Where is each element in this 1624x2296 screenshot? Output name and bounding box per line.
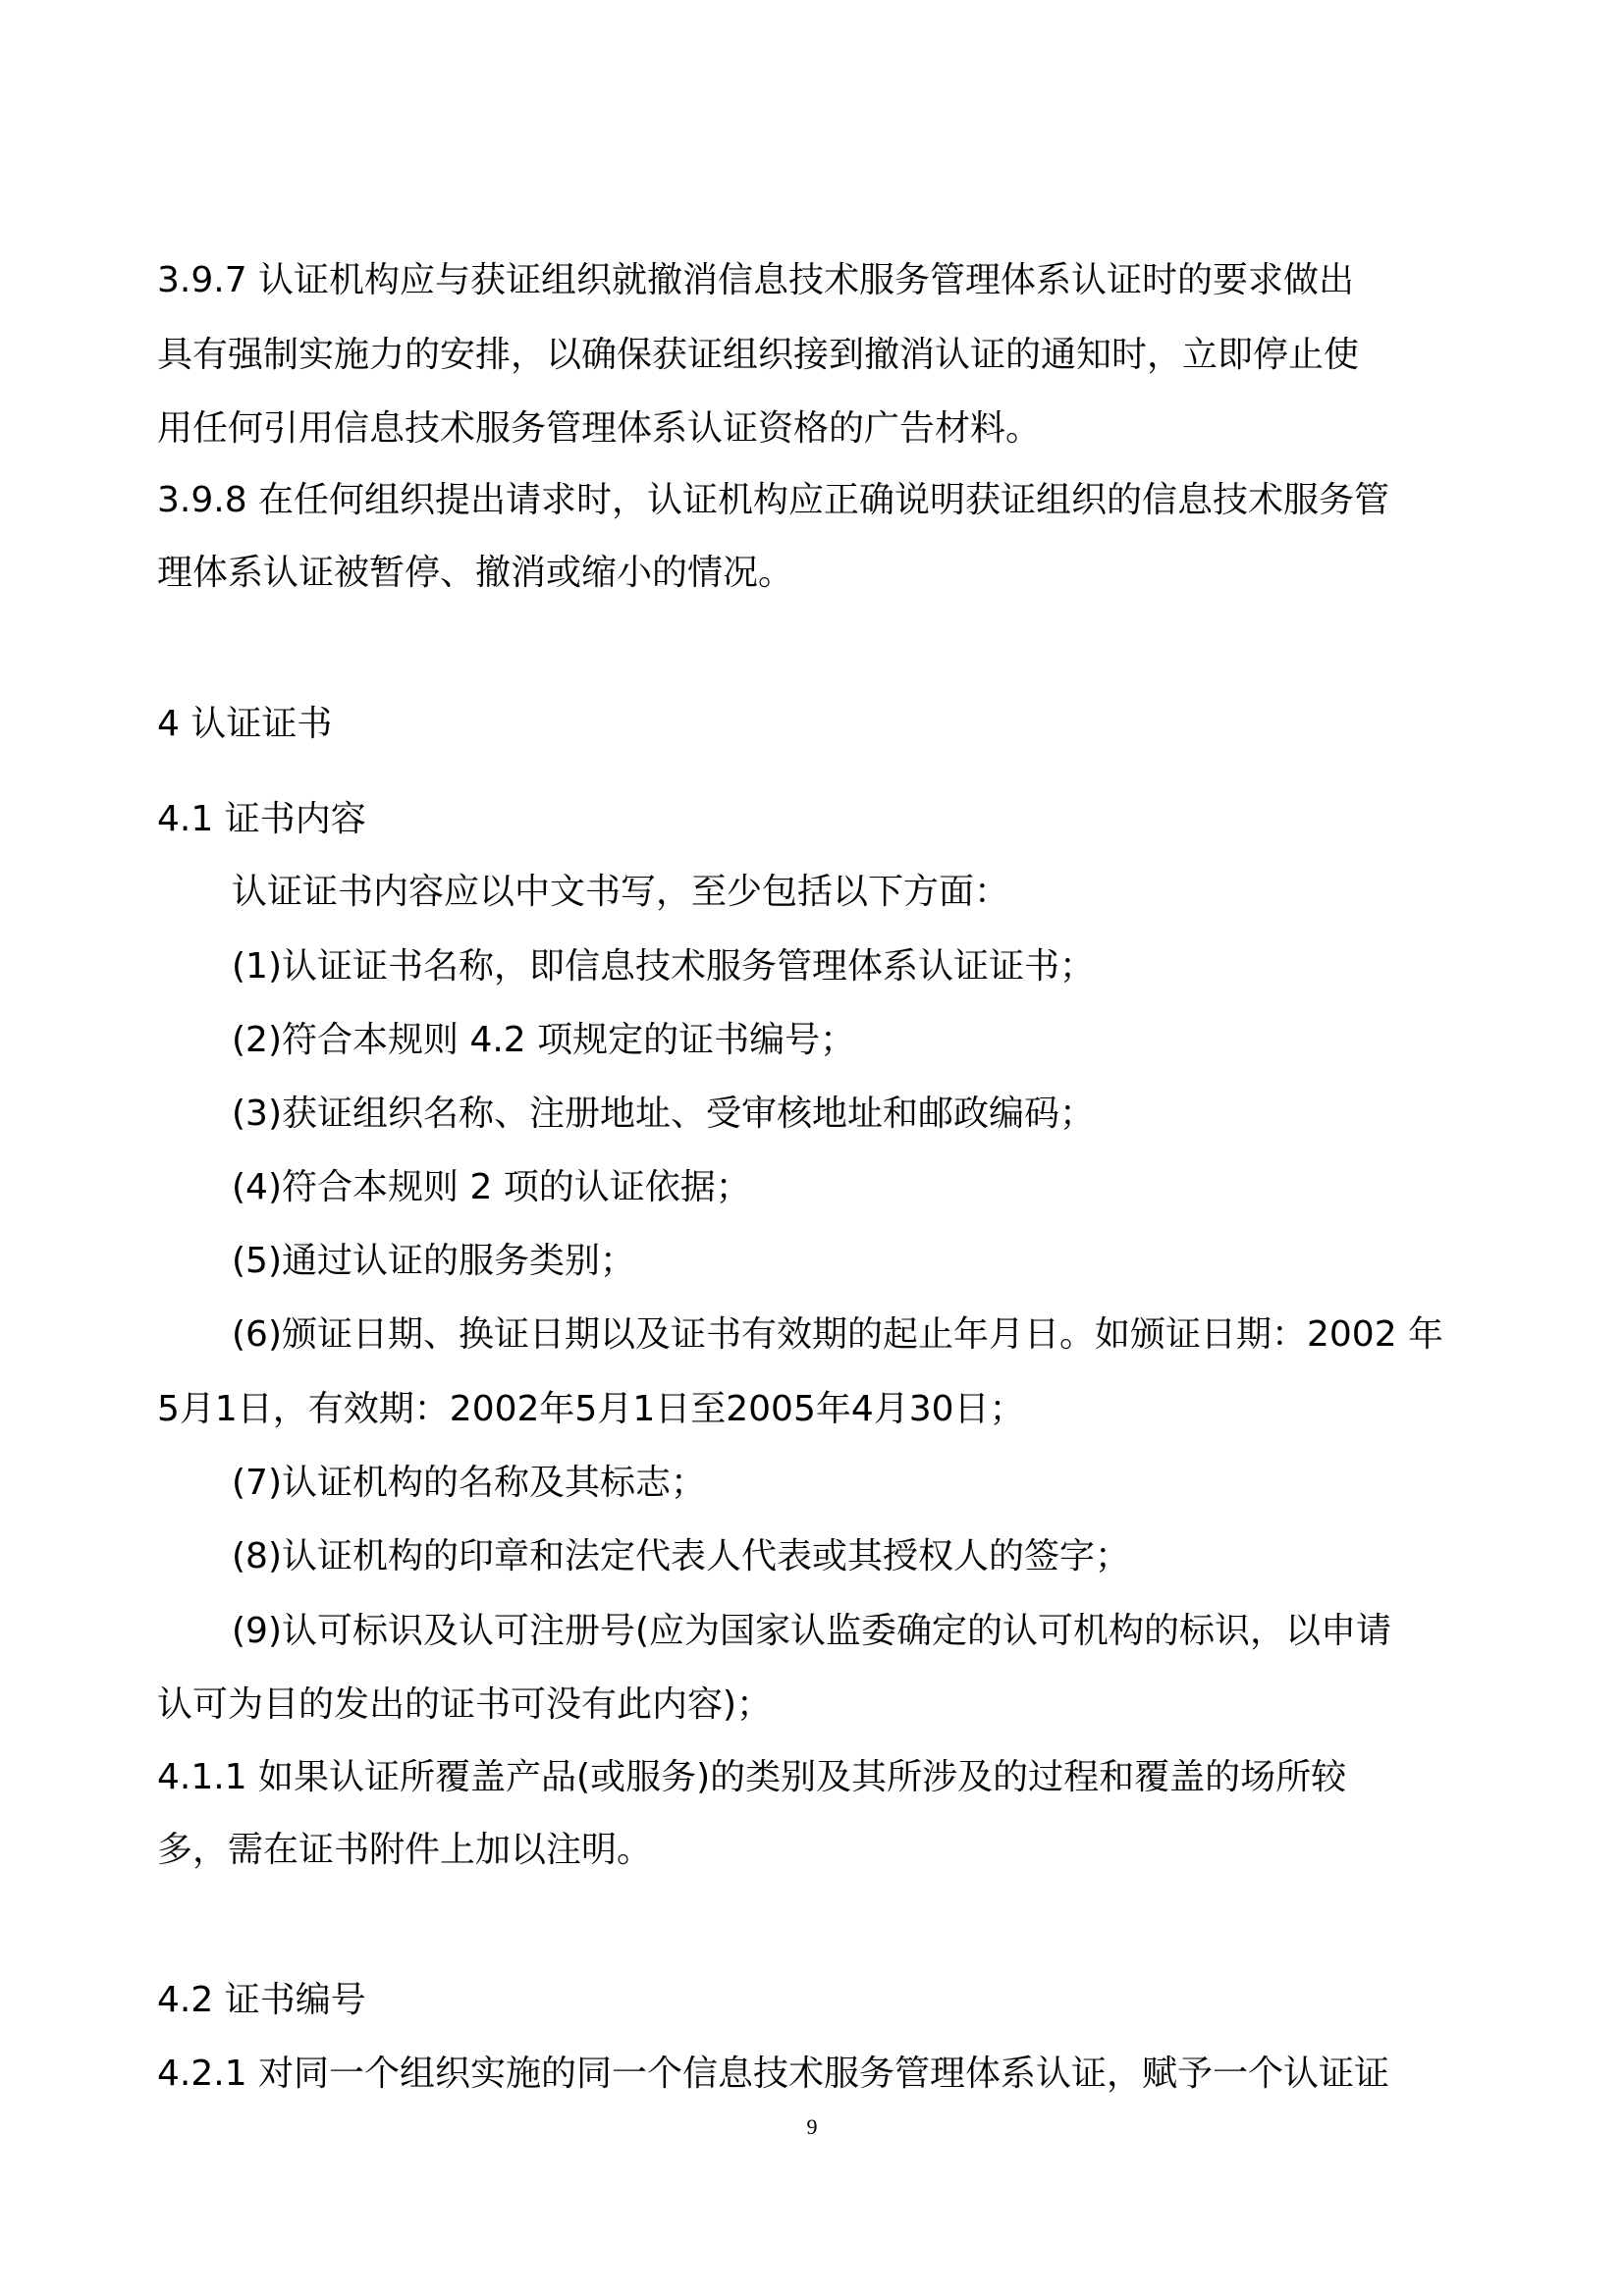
list-item-7: (7)认证机构的名称及其标志； [232,1463,706,1503]
list-item-3: (3)获证组织名称、注册地址、受审核地址和邮政编码； [232,1094,1095,1134]
list-item-9-line-1: (9)认可标识及认可注册号(应为国家认监委确定的认可机构的标识，以申请 [232,1611,1392,1651]
clause-3-9-7-line-3: 用任何引用信息技术服务管理体系认证资格的广告材料。 [157,408,1042,449]
list-item-6-line-1: (6)颁证日期、换证日期以及证书有效期的起止年月日。如颁证日期：2002 年 [232,1314,1444,1355]
clause-3-9-7-line-1: 3.9.7 认证机构应与获证组织就撤消信息技术服务管理体系认证时的要求做出 [157,260,1355,300]
list-item-9-line-2: 认可为目的发出的证书可没有此内容)； [157,1684,773,1725]
clause-4-2-1-line-1: 4.2.1 对同一个组织实施的同一个信息技术服务管理体系认证，赋予一个认证证 [157,2054,1390,2094]
section-4-2-heading: 4.2 证书编号 [157,1980,366,2020]
clause-3-9-7-line-2: 具有强制实施力的安排，以确保获证组织接到撤消认证的通知时，立即停止使 [157,335,1360,375]
list-item-6-line-2: 5月1日，有效期：2002年5月1日至2005年4月30日； [157,1389,1025,1429]
clause-4-1-1-line-2: 多，需在证书附件上加以注明。 [157,1830,653,1870]
clause-4-1-1-line-1: 4.1.1 如果认证所覆盖产品(或服务)的类别及其所涉及的过程和覆盖的场所较 [157,1757,1347,1797]
section-4-1-heading: 4.1 证书内容 [157,799,366,839]
list-item-1: (1)认证证书名称，即信息技术服务管理体系认证证书； [232,946,1095,987]
clause-3-9-8-line-1: 3.9.8 在任何组织提出请求时，认证机构应正确说明获证组织的信息技术服务管 [157,480,1390,520]
clause-3-9-8-line-2: 理体系认证被暂停、撤消或缩小的情况。 [157,553,794,593]
page-number: 9 [806,2114,818,2139]
list-item-5: (5)通过认证的服务类别； [232,1241,635,1281]
section-4-heading: 4 认证证书 [157,704,333,744]
list-item-4: (4)符合本规则 2 项的认证依据； [232,1167,751,1207]
list-item-8: (8)认证机构的印章和法定代表人代表或其授权人的签字； [232,1536,1130,1576]
section-4-1-intro: 认证证书内容应以中文书写，至少包括以下方面： [232,872,1010,912]
list-item-2: (2)符合本规则 4.2 项规定的证书编号； [232,1020,856,1060]
